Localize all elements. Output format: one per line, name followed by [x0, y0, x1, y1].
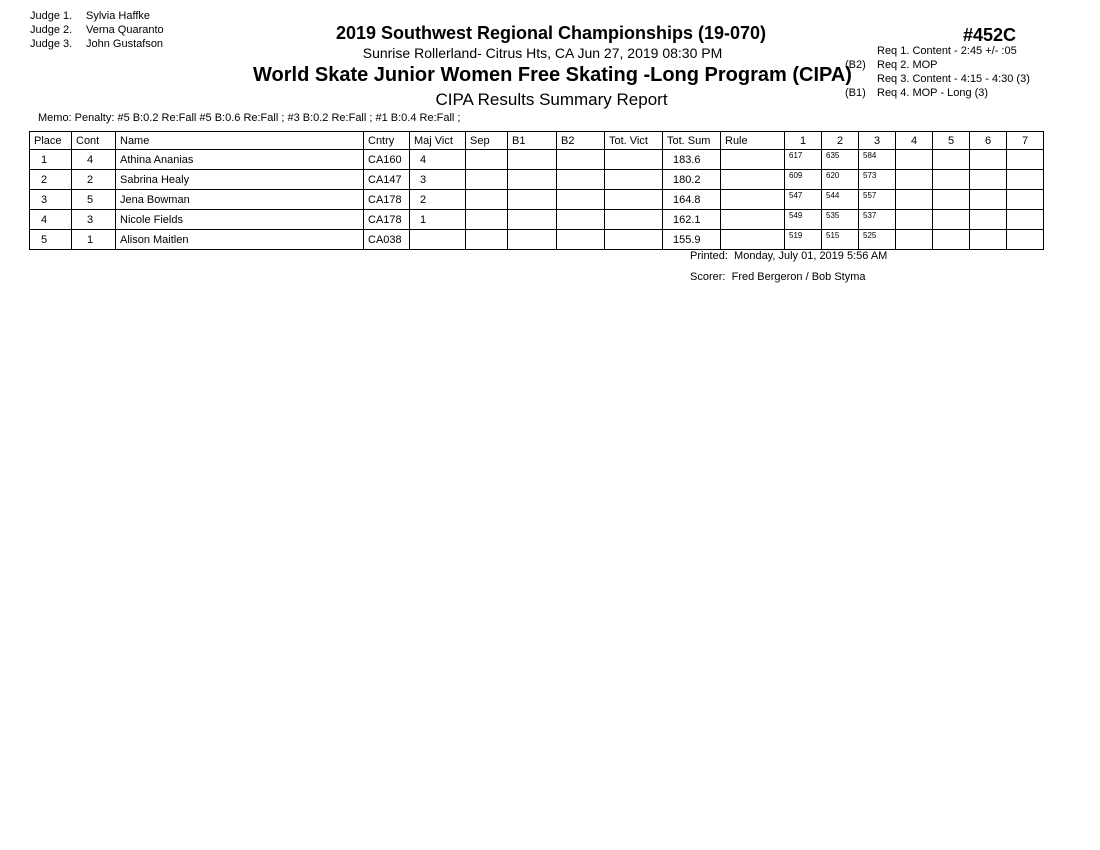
table-row	[30, 170, 1044, 190]
event-title: World Skate Junior Women Free Skating -Long Program (CIPA)	[253, 64, 852, 86]
cont-cell: 5	[72, 190, 116, 210]
rule-cell	[721, 230, 785, 250]
judge-score-cell	[896, 230, 933, 250]
judge-score-cell	[1007, 170, 1044, 190]
table-row	[30, 230, 1044, 250]
name-cell: Jena Bowman	[116, 190, 364, 210]
maj-vict-cell: 2	[410, 190, 466, 210]
column-header-judge-5: 5	[933, 132, 970, 150]
judge-score-cell: 635	[822, 150, 859, 170]
cont-cell: 4	[72, 150, 116, 170]
b2-cell	[557, 210, 605, 230]
judge-score-cell: 547	[785, 190, 822, 210]
judge-score-cell: 544	[822, 190, 859, 210]
tot-vict-cell	[605, 150, 663, 170]
place-cell: 3	[30, 190, 72, 210]
column-header-judge-4: 4	[896, 132, 933, 150]
b2-cell	[557, 230, 605, 250]
requirement-prefix: (B1)	[845, 87, 866, 99]
cont-cell: 1	[72, 230, 116, 250]
requirement-item	[845, 72, 1030, 86]
tot-sum-cell: 162.1	[663, 210, 721, 230]
results-table	[29, 131, 1044, 250]
judge-score-cell	[970, 210, 1007, 230]
tot-sum-cell: 180.2	[663, 170, 721, 190]
maj-vict-cell: 4	[410, 150, 466, 170]
maj-vict-cell: 1	[410, 210, 466, 230]
tot-vict-cell	[605, 190, 663, 210]
scorer-line	[690, 271, 866, 283]
column-header-cont: Cont	[72, 132, 116, 150]
event-number: #452C	[963, 25, 1017, 45]
judge-score-cell: 537	[859, 210, 896, 230]
column-header-judge-6: 6	[970, 132, 1007, 150]
report-title: CIPA Results Summary Report	[435, 90, 668, 109]
column-header-judge-1: 1	[785, 132, 822, 150]
judge-score-cell: 620	[822, 170, 859, 190]
b1-cell	[508, 230, 557, 250]
maj-vict-cell: 3	[410, 170, 466, 190]
judge-score-cell	[970, 230, 1007, 250]
tot-sum-cell: 155.9	[663, 230, 721, 250]
cont-cell: 3	[72, 210, 116, 230]
tot-vict-cell	[605, 170, 663, 190]
maj-vict-cell	[410, 230, 466, 250]
requirement-text: Req 1. Content - 2:45 +/- :05	[877, 45, 1017, 57]
name-cell: Athina Ananias	[116, 150, 364, 170]
column-header-judge-3: 3	[859, 132, 896, 150]
venue-line: Sunrise Rollerland- Citrus Hts, CA Jun 27, 2019 08:30 PM	[362, 45, 723, 61]
requirement-item	[845, 44, 1030, 58]
column-header-maj-vict: Maj Vict	[410, 132, 466, 150]
competition-title-text: 2019 Southwest Regional Championships (19-070)	[335, 23, 767, 43]
sep-cell	[466, 190, 508, 210]
judge-score-cell: 525	[859, 230, 896, 250]
judge-score-cell	[1007, 210, 1044, 230]
b1-cell	[508, 170, 557, 190]
tot-vict-cell	[605, 230, 663, 250]
judge-label: Judge 3.	[30, 38, 73, 50]
judge-label: Judge 2.	[30, 24, 73, 36]
judge-score-cell	[1007, 230, 1044, 250]
rule-cell	[721, 150, 785, 170]
judge-score-cell	[896, 150, 933, 170]
place-cell: 5	[30, 230, 72, 250]
requirement-text: Req 4. MOP - Long (3)	[877, 87, 989, 99]
judge-score-cell: 617	[785, 150, 822, 170]
column-header-tot-sum: Tot. Sum	[663, 132, 721, 150]
column-header-sep: Sep	[466, 132, 508, 150]
table-row	[30, 190, 1044, 210]
judge-score-cell	[933, 190, 970, 210]
judge-score-cell: 535	[822, 210, 859, 230]
judge-score-cell: 573	[859, 170, 896, 190]
sep-cell	[466, 210, 508, 230]
judge-score-cell: 515	[822, 230, 859, 250]
scorer-value: Fred Bergeron / Bob Styma	[731, 271, 866, 283]
b2-cell	[557, 190, 605, 210]
judge-score-cell	[933, 170, 970, 190]
name-cell: Sabrina Healy	[116, 170, 364, 190]
tot-sum-cell: 164.8	[663, 190, 721, 210]
printed-label: Printed:	[690, 250, 728, 262]
judge-name: John Gustafson	[86, 38, 164, 50]
judge-score-cell: 549	[785, 210, 822, 230]
rule-cell	[721, 190, 785, 210]
penalty-memo: Memo: Penalty: #5 B:0.2 Re:Fall #5 B:0.6 Re:Fall ; #3 B:0.2 Re:Fall ; #1 B:0.4 Re:Fall ;	[38, 112, 461, 124]
judge-score-cell	[896, 190, 933, 210]
b2-cell	[557, 150, 605, 170]
b2-cell	[557, 170, 605, 190]
b1-cell	[508, 190, 557, 210]
column-header-judge-7: 7	[1007, 132, 1044, 150]
b1-cell	[508, 150, 557, 170]
tot-vict-cell	[605, 210, 663, 230]
judge-score-cell	[896, 170, 933, 190]
judge-entry	[30, 9, 164, 23]
column-header-place: Place	[30, 132, 72, 150]
column-header-name: Name	[116, 132, 364, 150]
table-header-row	[30, 132, 1044, 150]
column-header-cntry: Cntry	[364, 132, 410, 150]
column-header-b1: B1	[508, 132, 557, 150]
cntry-cell: CA147	[364, 170, 410, 190]
judge-label: Judge 1.	[30, 10, 73, 22]
tot-sum-cell: 183.6	[663, 150, 721, 170]
judge-score-cell	[970, 190, 1007, 210]
requirement-item	[845, 86, 1030, 100]
sep-cell	[466, 230, 508, 250]
judge-score-cell	[970, 150, 1007, 170]
judge-score-cell: 519	[785, 230, 822, 250]
judge-score-cell	[896, 210, 933, 230]
requirement-prefix: (B2)	[845, 59, 866, 71]
cntry-cell: CA038	[364, 230, 410, 250]
place-cell: 2	[30, 170, 72, 190]
cntry-cell: CA178	[364, 190, 410, 210]
requirements-list	[845, 44, 1030, 100]
column-header-tot-vict: Tot. Vict	[605, 132, 663, 150]
requirement-item	[845, 58, 1030, 72]
judge-score-cell: 557	[859, 190, 896, 210]
judge-name: Sylvia Haffke	[86, 10, 150, 22]
cont-cell: 2	[72, 170, 116, 190]
b1-cell	[508, 210, 557, 230]
judge-score-cell	[933, 230, 970, 250]
rule-cell	[721, 210, 785, 230]
judge-score-cell: 584	[859, 150, 896, 170]
judge-name: Verna Quaranto	[86, 24, 164, 36]
table-row	[30, 150, 1044, 170]
judge-score-cell	[970, 170, 1007, 190]
place-cell: 1	[30, 150, 72, 170]
printed-value: Monday, July 01, 2019 5:56 AM	[734, 250, 888, 262]
judge-score-cell: 609	[785, 170, 822, 190]
place-cell: 4	[30, 210, 72, 230]
requirement-text: Req 3. Content - 4:15 - 4:30 (3)	[877, 73, 1030, 85]
scorer-label: Scorer:	[690, 271, 726, 283]
column-header-rule: Rule	[721, 132, 785, 150]
judge-score-cell	[1007, 150, 1044, 170]
name-cell: Alison Maitlen	[116, 230, 364, 250]
cntry-cell: CA178	[364, 210, 410, 230]
rule-cell	[721, 170, 785, 190]
judge-score-cell	[933, 210, 970, 230]
sep-cell	[466, 150, 508, 170]
column-header-b2: B2	[557, 132, 605, 150]
cntry-cell: CA160	[364, 150, 410, 170]
table-row	[30, 210, 1044, 230]
competition-title	[0, 23, 1100, 44]
judge-score-cell	[1007, 190, 1044, 210]
column-header-judge-2: 2	[822, 132, 859, 150]
name-cell: Nicole Fields	[116, 210, 364, 230]
judge-score-cell	[933, 150, 970, 170]
requirement-text: Req 2. MOP	[877, 59, 938, 71]
printed-line	[690, 250, 887, 262]
sep-cell	[466, 170, 508, 190]
